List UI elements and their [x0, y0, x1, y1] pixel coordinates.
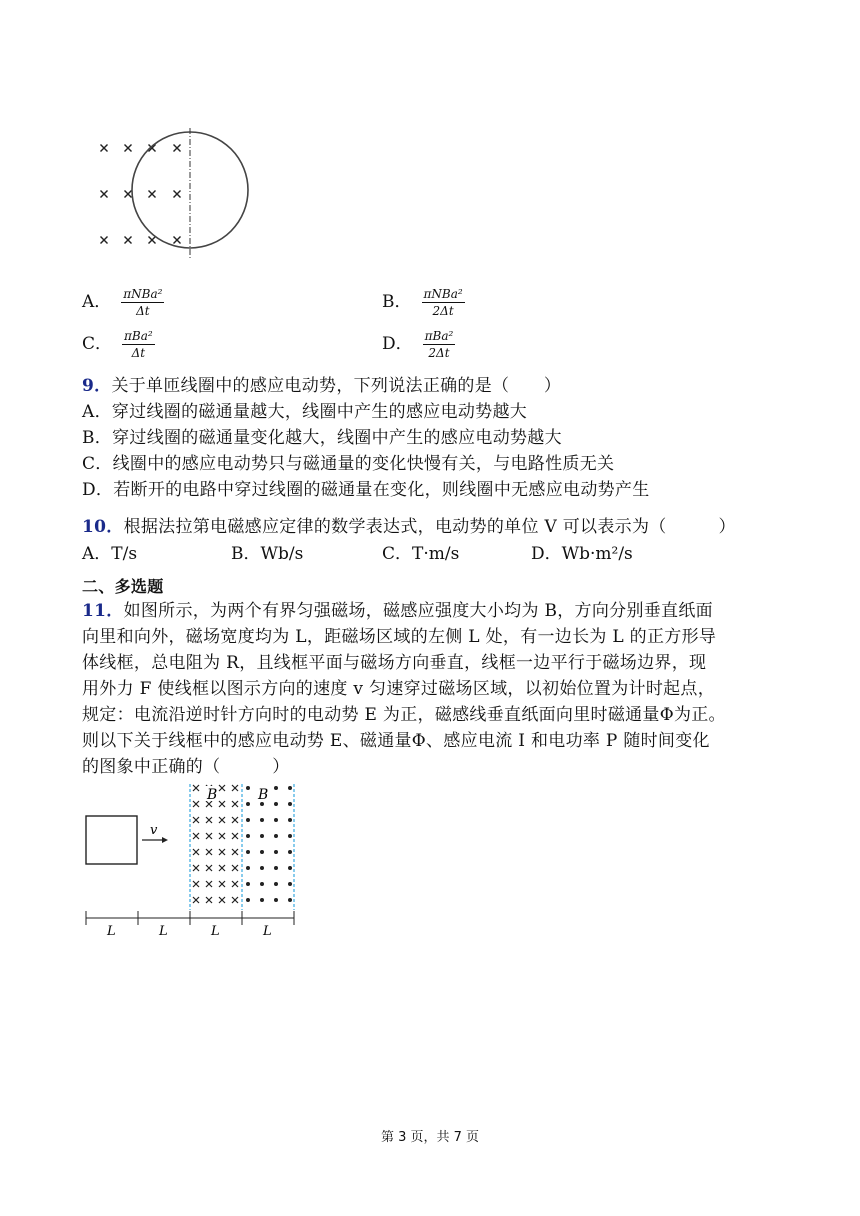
square-loop	[86, 816, 137, 864]
q10-option-d[interactable]: D．Wb·m²/s	[531, 544, 633, 564]
magnetic-field-figure	[80, 780, 310, 940]
dot-mark	[288, 834, 292, 838]
dot-mark	[260, 898, 264, 902]
q9-option-d[interactable]: D．若断开的电路中穿过线圈的磁通量在变化，则线圈中无感应电动势产生	[82, 480, 650, 500]
page-footer: 第 3 页，共 7 页	[380, 1130, 480, 1145]
q11-line-2: 向里和向外，磁场宽度均为 L，距磁场区域的左侧 L 处，有一边长为 L 的正方形导	[82, 627, 717, 647]
q8-option-d[interactable]: D． $\frac{\text{πBa²}}{2\Delta t}$	[382, 329, 454, 360]
dot-mark	[274, 834, 278, 838]
dot-mark	[246, 850, 250, 854]
dot-mark	[288, 802, 292, 806]
dot-mark	[274, 802, 278, 806]
q11-line-4: 用外力 F 使线框以图示方向的速度 v 匀速穿过磁场区域，以初始位置为计时起点，	[82, 679, 716, 699]
outward-field-dots	[246, 786, 292, 902]
dim-label-1: L	[107, 924, 116, 939]
field-label-b1: B	[207, 787, 218, 803]
q8-option-a[interactable]: A． $\frac{\text{πNBa²}}{\Delta t}$	[82, 287, 163, 318]
q11-line-1: 11．如图所示，为两个有界匀强磁场，磁感应强度大小均为 B，方向分别垂直纸面	[82, 601, 713, 621]
q9-option-b[interactable]: B．穿过线圈的磁通量变化越大，线圈中产生的感应电动势越大	[82, 428, 562, 448]
q8-option-c[interactable]: C． $\frac{\text{πBa²}}{\Delta t}$	[82, 329, 153, 360]
dot-mark	[246, 866, 250, 870]
dot-mark	[260, 834, 264, 838]
dot-mark	[260, 818, 264, 822]
q9-option-a[interactable]: A．穿过线圈的磁通量越大，线圈中产生的感应电动势越大	[82, 402, 528, 422]
dot-mark	[246, 882, 250, 886]
arrow-head	[162, 837, 168, 843]
dot-mark	[260, 850, 264, 854]
dot-mark	[288, 866, 292, 870]
circle-field-figure	[88, 124, 268, 264]
dot-mark	[288, 850, 292, 854]
fraction: $\frac{\text{πNBa²}}{2\Delta t}$	[423, 287, 463, 318]
dot-mark	[274, 882, 278, 886]
dot-mark	[246, 834, 250, 838]
q10-option-b[interactable]: B．Wb/s	[231, 544, 304, 564]
dot-mark	[274, 786, 278, 790]
q11-line-7: 的图象中正确的（ ）	[82, 757, 290, 777]
dim-label-2: L	[159, 924, 168, 939]
dot-mark	[288, 818, 292, 822]
fraction: $\frac{\text{πNBa²}}{\Delta t}$	[123, 287, 163, 318]
q9-stem: 9．关于单匝线圈中的感应电动势，下列说法正确的是（ ）	[82, 376, 562, 396]
dim-label-3: L	[211, 924, 220, 939]
field-label-b2: B	[258, 787, 269, 803]
q9-option-c[interactable]: C．线圈中的感应电动势只与磁通量的变化快慢有关，与电路性质无关	[82, 454, 615, 474]
dot-mark	[288, 898, 292, 902]
q10-option-a[interactable]: A．T/s	[82, 544, 138, 564]
fraction: $\frac{\text{πBa²}}{\Delta t}$	[124, 329, 153, 360]
velocity-label: v	[150, 823, 158, 838]
dot-mark	[274, 866, 278, 870]
dot-mark	[246, 802, 250, 806]
dot-mark	[260, 882, 264, 886]
q10-option-c[interactable]: C．T·m/s	[382, 544, 460, 564]
dot-mark	[288, 882, 292, 886]
dot-mark	[246, 898, 250, 902]
q10-stem: 10．根据法拉第电磁感应定律的数学表达式，电动势的单位 V 可以表示为（ ）	[82, 517, 736, 537]
section-title: 二、多选题	[82, 577, 164, 596]
dot-mark	[274, 850, 278, 854]
dot-mark	[288, 786, 292, 790]
dot-mark	[246, 818, 250, 822]
fraction: $\frac{\text{πBa²}}{2\Delta t}$	[424, 329, 454, 360]
q8-option-b[interactable]: B． $\frac{\text{πNBa²}}{2\Delta t}$	[382, 287, 463, 318]
q11-line-3: 体线框，总电阻为 R，且线框平面与磁场方向垂直，线框一边平行于磁场边界，现	[82, 653, 707, 673]
dot-mark	[260, 866, 264, 870]
q11-line-6: 则以下关于线框中的感应电动势 E、磁通量Φ、感应电流 I 和电功率 P 随时间变化	[82, 731, 710, 751]
dot-mark	[274, 818, 278, 822]
dim-label-4: L	[263, 924, 272, 939]
dimension-line	[86, 911, 294, 925]
dot-mark	[274, 898, 278, 902]
q11-line-5: 规定：电流沿逆时针方向时的电动势 E 为正，磁感线垂直纸面向里时磁通量Φ为正。	[82, 705, 726, 725]
dot-mark	[246, 786, 250, 790]
